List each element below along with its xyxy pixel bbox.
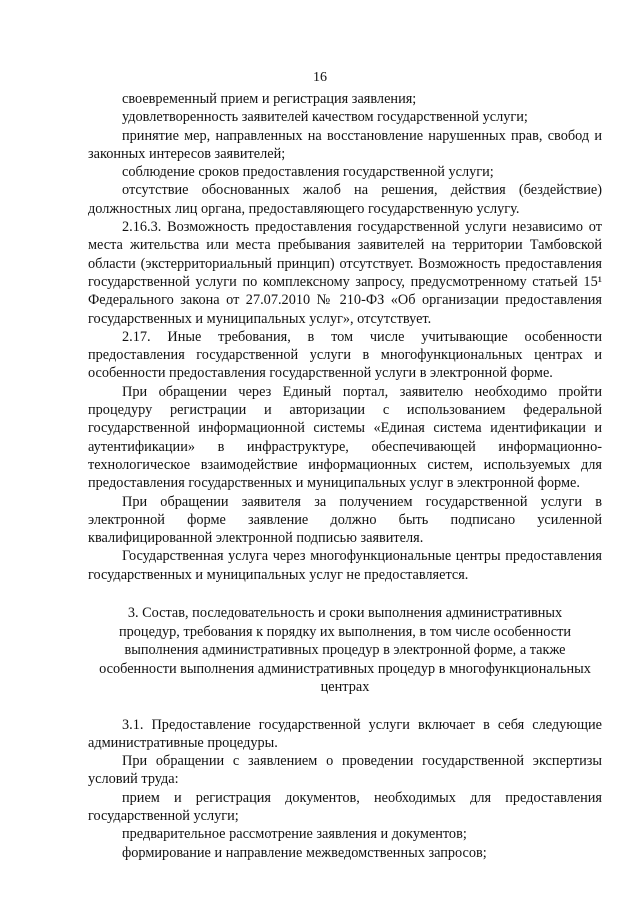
paragraph-2-16-3: 2.16.3. Возможность предоставления государственной услуги независимо от места жительства или места пребывания заявителей на территории Тамбовской области (экстерриториальный принцип) отсутствует. Возможность предоставления государственной услуги по комплексному запросу, предусмотренному статьей 15¹ Федерального закона от 27.07.2010 № 210-ФЗ «Об организации предоставления государственных и муниципальных услуг», отсутствует. bbox=[88, 219, 602, 327]
section-heading: 3. Состав, последовательность и сроки выполнения административных процедур, требования к порядку их выполнения, в том числе особенности выполнения административных процедур в электронной форме, а также особенности выполнения административных процедур в многофункциональных центрах bbox=[99, 605, 591, 696]
paragraph: отсутствие обоснованных жалоб на решения, действия (бездействие) должностных лиц органа, предоставляющего государственную услугу. bbox=[88, 182, 602, 217]
page-number: 16 bbox=[313, 70, 327, 85]
document-body bbox=[88, 90, 602, 862]
paragraph-2-17: 2.17. Иные требования, в том числе учитывающие особенности предоставления государственной услуги в многофункциональных центрах и особенности предоставления государственной услуги в электронной форме. bbox=[88, 328, 602, 382]
paragraph-3-1: 3.1. Предоставление государственной услуги включает в себя следующие административные процедуры. bbox=[88, 716, 602, 751]
paragraph: предварительное рассмотрение заявления и документов; bbox=[122, 826, 467, 843]
paragraph: формирование и направление межведомственных запросов; bbox=[122, 844, 487, 861]
paragraph: соблюдение сроков предоставления государственной услуги; bbox=[122, 164, 494, 181]
paragraph: Государственная услуга через многофункциональные центры предоставления государственных и муниципальных услуг не предоставляется. bbox=[88, 548, 602, 583]
paragraph: своевременный прием и регистрация заявления; bbox=[122, 91, 417, 107]
paragraph: При обращении с заявлением о проведении государственной экспертизы условий труда: bbox=[88, 753, 602, 788]
paragraph: При обращении через Единый портал, заявителю необходимо пройти процедуру регистрации и авторизации с использованием федеральной государственной информационной системы «Единая система идентификации и аутентификации» в инфраструктуре, обеспечивающей информационно-технологическое взаимодействие информационных систем, используемых для предоставления государственных и муниципальных услуг в электронной форме. bbox=[88, 383, 602, 492]
paragraph: принятие мер, направленных на восстановление нарушенных прав, свобод и законных интересов заявителей; bbox=[88, 127, 602, 162]
paragraph: При обращении заявителя за получением государственной услуги в электронной форме заявление должно быть подписано усиленной квалифицированной электронной подписью заявителя. bbox=[88, 493, 602, 547]
paragraph: удовлетворенность заявителей качеством государственной услуги; bbox=[122, 109, 528, 126]
paragraph: прием и регистрация документов, необходимых для предоставления государственной услуги; bbox=[88, 789, 602, 824]
